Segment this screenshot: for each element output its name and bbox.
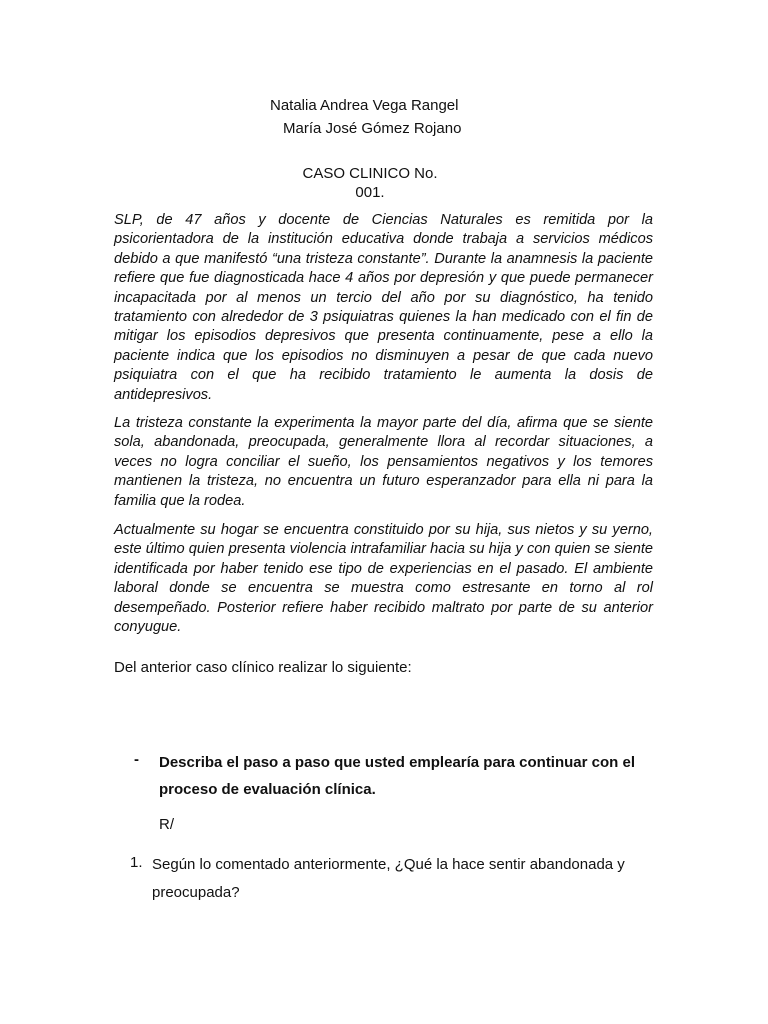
author-name: María José Gómez Rojano [283, 120, 462, 137]
case-title [300, 164, 440, 202]
case-title-line: CASO CLINICO No. [302, 165, 438, 182]
case-paragraph: La tristeza constante la experimenta la mayor parte del día, afirma que se siente sola, abandonada, preocupada, generalmente llora al recordar situaciones, a veces no logra conciliar el sueño, los pensamientos negativos y los temores mantienen la tristeza, no encuentra un futuro esperanzador para ella ni para la familia que la rodea. [114, 415, 653, 509]
case-paragraph: SLP, de 47 años y docente de Ciencias Naturales es remitida por la psicorientadora de la institución educativa donde trabaja a servicios médicos debido a que manifestó “una tristeza constante”. Durante la anamnesis la paciente refiere que fue diagnosticada hace 4 años por depresión y que puede permanecer incapacitada por al menos un tercio del año por su diagnóstico, ha tenido tratamiento con alrededor de 3 psiquiatras quienes la han medicado con el fin de mitigar los episodios depresivos que presenta continuamente, pese a ello la paciente indica que los episodios no disminuyen a pesar de que cada nuevo psiquiatra con el que ha recibido tratamiento le aumenta la dosis de antidepresivos. [114, 212, 653, 403]
author-name: Natalia Andrea Vega Rangel [270, 97, 459, 114]
list-number: 1. [130, 854, 143, 871]
task-question: Describa el paso a paso que usted emplearía para continuar con el proceso de evaluación clínica. [159, 754, 635, 798]
numbered-question: Según lo comentado anteriormente, ¿Qué la hace sentir abandonada y preocupada? [152, 856, 625, 901]
answer-label: R/ [159, 816, 174, 833]
case-number: 001. [355, 184, 385, 201]
instruction-text: Del anterior caso clínico realizar lo siguiente: [114, 659, 412, 676]
case-paragraph: Actualmente su hogar se encuentra constituido por su hija, sus nietos y su yerno, este último quien presenta violencia intrafamiliar hacia su hija y con quien se siente identificada por haber tenido ese tipo de experiencias en el pasado. El ambiente laboral donde se encuentra se muestra como estresante en torno al rol desempeñado. Posterior refiere haber recibido maltrato por parte de su anterior conyugue. [114, 522, 653, 636]
list-bullet: - [134, 751, 139, 768]
